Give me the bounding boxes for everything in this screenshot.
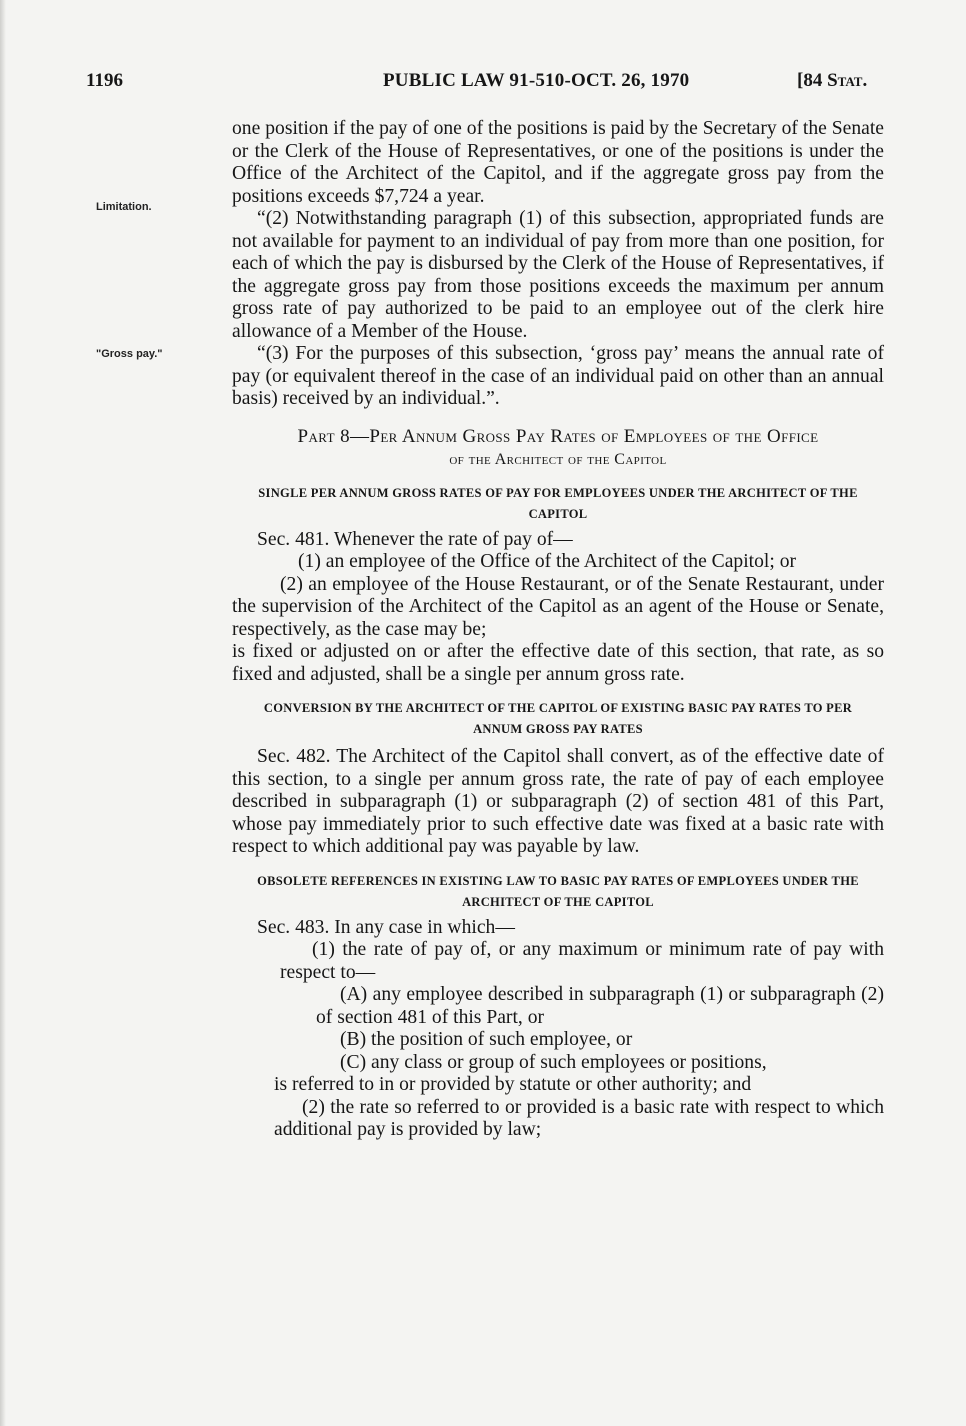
statute-word: Stat. [827, 70, 868, 91]
section-483-mid: is referred to in or provided by statute or other authority; and [274, 1074, 752, 1095]
section-483-intro: Sec. 483. In any case in which— [257, 916, 515, 938]
statute-prefix: [84 [797, 70, 828, 91]
part-8-heading [232, 426, 884, 471]
scan-edge [0, 0, 6, 1426]
body-text [232, 118, 884, 1142]
running-title: PUBLIC LAW 91-510-OCT. 26, 1970 [383, 70, 690, 91]
part-heading-line2: of the Architect of the Capitol [449, 450, 667, 468]
section-481-intro: Sec. 481. Whenever the rate of pay of— [257, 528, 573, 550]
statute-reference [797, 70, 867, 92]
section-481-item-2: (2) an employee of the House Restaurant, or of the Senate Restaurant, under the supervision of the Architect of the Capitol as an agent of the House or Senate, respectively, as the case may be; [232, 573, 884, 640]
margin-note-limitation: Limitation. [96, 201, 152, 213]
section-483-item-B: (B) the position of such employee, or [340, 1029, 633, 1050]
section-482-text: Sec. 482. The Architect of the Capitol shall convert, as of the effective date of this section, to a single per annum gross rate, the rate of pay of each employee described in subparagraph (1) or subparagraph (2) of section 481 of this Part, whose pay immediately prior to such effective date was fixed at a basic rate with respect to which additional pay was payable by law. [232, 746, 884, 857]
section-483-item-C: (C) any class or group of such employees or positions, [340, 1051, 767, 1073]
section-483-heading: OBSOLETE REFERENCES IN EXISTING LAW TO BASIC PAY RATES OF EMPLOYEES UNDER THE ARCHITECT OF THE CAPITOL [257, 873, 859, 909]
section-481-item-1: (1) an employee of the Office of the Architect of the Capitol; or [298, 551, 797, 572]
paragraph-continuation: one position if the pay of one of the positions is paid by the Secretary of the Senate or the Clerk of the House of Representatives, or one of the positions is under the Office of the Architect of the Capitol, and if the aggregate gross pay from the positions exceeds $7,724 a year. [232, 118, 884, 207]
section-483-item-2: (2) the rate so referred to or provided is a basic rate with respect to which additional pay is provided by law; [274, 1096, 884, 1140]
section-481-close: is fixed or adjusted on or after the effective date of this section, that rate, as so fixed and adjusted, shall be a single per annum gross rate. [232, 641, 884, 685]
part-heading-line1: Part 8—Per Annum Gross Pay Rates of Employees of the Office [297, 425, 819, 447]
section-481-heading: SINGLE PER ANNUM GROSS RATES OF PAY FOR EMPLOYEES UNDER THE ARCHITECT OF THE CAPITOL [258, 485, 858, 521]
section-483-item-1: (1) the rate of pay of, or any maximum or minimum rate of pay with respect to— [280, 939, 884, 983]
margin-note-gross-pay: "Gross pay." [96, 348, 163, 360]
page-number: 1196 [86, 70, 123, 91]
paragraph-2: “(2) Notwithstanding paragraph (1) of this subsection, appropriated funds are not available for payment to an individual of pay from more than one position, for each of which the pay is disbursed by the Clerk of the House of Representatives, if the aggregate gross pay from those positions exceeds the maximum per annum gross rate of pay authorized to be paid to an employee out of the clerk hire allowance of a Member of the House. [232, 208, 884, 342]
paragraph-3: “(3) For the purposes of this subsection, ‘gross pay’ means the annual rate of pay (or equivalent thereof in the case of an individual paid on other than an annual basis) received by an individual.”. [232, 343, 884, 409]
section-483-item-A: (A) any employee described in subparagraph (1) or subparagraph (2) of section 481 of this Part, or [316, 984, 884, 1028]
section-482-heading: CONVERSION BY THE ARCHITECT OF THE CAPITOL OF EXISTING BASIC PAY RATES TO PER ANNUM GROSS PAY RATES [263, 701, 853, 736]
